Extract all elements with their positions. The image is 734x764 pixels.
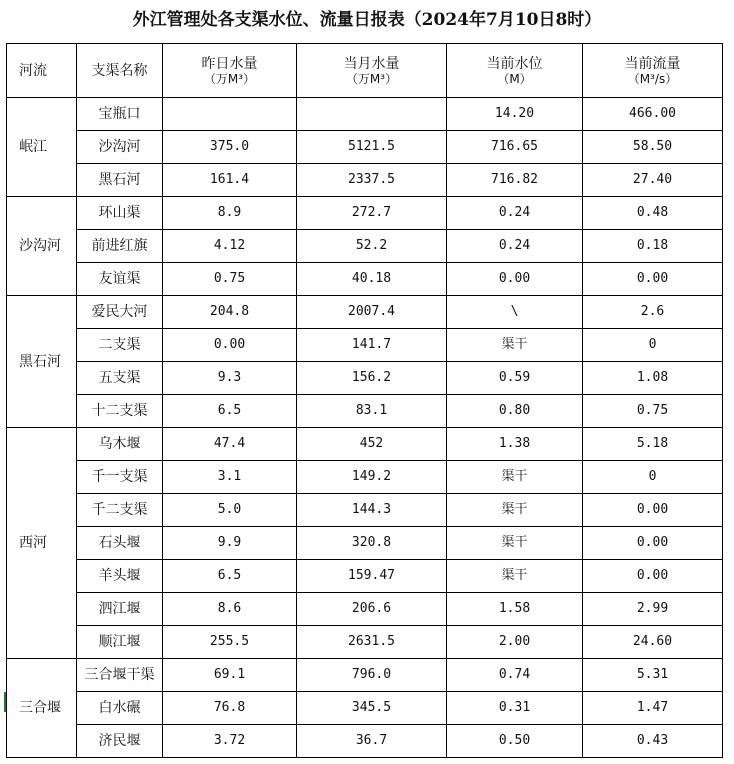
month-volume-cell[interactable]: 2007.4 [297,296,447,329]
water-level-cell[interactable]: 渠干 [447,560,583,593]
month-volume-cell[interactable]: 156.2 [297,362,447,395]
table-row [7,131,723,164]
branch-name-cell[interactable]: 环山渠 [77,197,163,230]
yesterday-volume-cell[interactable]: 161.4 [163,164,297,197]
table-row [7,461,723,494]
month-volume-cell[interactable]: 159.47 [297,560,447,593]
header-water-level[interactable] [447,44,583,98]
table-row [7,263,723,296]
table-row [7,362,723,395]
flow-cell[interactable]: 5.31 [583,659,723,692]
header-flow-unit: （M³/s） [627,71,678,86]
branch-name-cell[interactable]: 济民堰 [77,725,163,758]
yesterday-volume-cell[interactable]: 4.12 [163,230,297,263]
branch-name-cell[interactable]: 千二支渠 [77,494,163,527]
month-volume-cell[interactable]: 796.0 [297,659,447,692]
yesterday-volume-cell[interactable]: 9.9 [163,527,297,560]
row-selection-marker [4,692,6,712]
month-volume-cell[interactable]: 345.5 [297,692,447,725]
flow-cell[interactable]: 0.00 [583,494,723,527]
table-row [7,164,723,197]
month-volume-cell[interactable]: 272.7 [297,197,447,230]
water-level-cell[interactable]: 0.59 [447,362,583,395]
branch-name-cell[interactable]: 黑石河 [77,164,163,197]
branch-name-cell[interactable]: 五支渠 [77,362,163,395]
flow-cell[interactable]: 0.00 [583,560,723,593]
flow-cell[interactable]: 1.47 [583,692,723,725]
table-row [7,527,723,560]
water-level-cell[interactable]: 0.24 [447,197,583,230]
flow-cell[interactable]: 0.48 [583,197,723,230]
river-cell[interactable]: 三合堰 [7,659,77,758]
header-branch-name[interactable]: 支渠名称 [77,44,163,98]
water-level-cell[interactable]: 716.82 [447,164,583,197]
water-level-cell[interactable]: 0.80 [447,395,583,428]
flow-cell[interactable]: 0.43 [583,725,723,758]
flow-cell[interactable]: 0.75 [583,395,723,428]
yesterday-volume-cell[interactable]: 204.8 [163,296,297,329]
month-volume-cell[interactable]: 206.6 [297,593,447,626]
yesterday-volume-cell[interactable]: 8.6 [163,593,297,626]
yesterday-volume-cell[interactable]: 8.9 [163,197,297,230]
water-level-cell[interactable]: 1.38 [447,428,583,461]
table-row [7,494,723,527]
header-row [7,44,723,98]
table-row [7,230,723,263]
table-row [7,395,723,428]
yesterday-volume-cell[interactable]: 0.75 [163,263,297,296]
flow-cell[interactable]: 27.40 [583,164,723,197]
branch-name-cell[interactable]: 沙沟河 [77,131,163,164]
water-level-cell[interactable]: 0.00 [447,263,583,296]
branch-name-cell[interactable]: 二支渠 [77,329,163,362]
month-volume-cell[interactable]: 2631.5 [297,626,447,659]
water-level-cell[interactable]: 716.65 [447,131,583,164]
month-volume-cell[interactable]: 40.18 [297,263,447,296]
branch-name-cell[interactable]: 千一支渠 [77,461,163,494]
river-cell[interactable]: 黑石河 [7,296,77,428]
water-level-cell[interactable]: 渠干 [447,461,583,494]
yesterday-volume-cell[interactable]: 6.5 [163,395,297,428]
yesterday-volume-cell[interactable]: 6.5 [163,560,297,593]
branch-name-cell[interactable]: 宝瓶口 [77,98,163,131]
table-row [7,593,723,626]
yesterday-volume-cell[interactable]: 3.1 [163,461,297,494]
yesterday-volume-cell[interactable]: 3.72 [163,725,297,758]
flow-cell[interactable]: 0 [583,329,723,362]
water-level-cell[interactable]: \ [447,296,583,329]
report-table [6,43,723,758]
branch-name-cell[interactable]: 白水碾 [77,692,163,725]
water-level-cell[interactable]: 0.31 [447,692,583,725]
month-volume-cell[interactable]: 2337.5 [297,164,447,197]
branch-name-cell[interactable]: 前进红旗 [77,230,163,263]
river-cell[interactable]: 沙沟河 [7,197,77,296]
header-river[interactable]: 河流 [7,44,77,98]
yesterday-volume-cell[interactable]: 9.3 [163,362,297,395]
month-volume-cell[interactable]: 83.1 [297,395,447,428]
branch-name-cell[interactable]: 十二支渠 [77,395,163,428]
flow-cell[interactable]: 58.50 [583,131,723,164]
flow-cell[interactable]: 24.60 [583,626,723,659]
yesterday-volume-cell[interactable]: 0.00 [163,329,297,362]
month-volume-cell[interactable]: 141.7 [297,329,447,362]
branch-name-cell[interactable]: 爱民大河 [77,296,163,329]
header-month-unit: （万M³） [345,71,398,86]
yesterday-volume-cell[interactable]: 375.0 [163,131,297,164]
month-volume-cell[interactable]: 5121.5 [297,131,447,164]
month-volume-cell[interactable]: 149.2 [297,461,447,494]
water-level-cell[interactable]: 渠干 [447,494,583,527]
yesterday-volume-cell[interactable]: 47.4 [163,428,297,461]
branch-name-cell[interactable]: 三合堰干渠 [77,659,163,692]
table-row [7,659,723,692]
flow-cell[interactable]: 2.99 [583,593,723,626]
month-volume-cell[interactable]: 320.8 [297,527,447,560]
table-row [7,197,723,230]
header-flow[interactable] [583,44,723,98]
flow-cell[interactable]: 2.6 [583,296,723,329]
flow-cell[interactable]: 1.08 [583,362,723,395]
report-title: 外江管理处各支渠水位、流量日报表（2024年7月10日8时） [132,10,602,30]
branch-name-cell[interactable]: 乌木堰 [77,428,163,461]
table-row [7,725,723,758]
water-level-cell[interactable]: 0.74 [447,659,583,692]
table-row [7,428,723,461]
month-volume-cell[interactable]: 36.7 [297,725,447,758]
table-row [7,692,723,725]
river-cell[interactable]: 西河 [7,428,77,659]
branch-name-cell[interactable]: 友谊渠 [77,263,163,296]
yesterday-volume-cell[interactable]: 69.1 [163,659,297,692]
flow-cell[interactable]: 466.00 [583,98,723,131]
water-level-cell[interactable]: 渠干 [447,527,583,560]
flow-cell[interactable]: 0.00 [583,527,723,560]
month-volume-cell[interactable] [297,98,447,131]
month-volume-cell[interactable]: 144.3 [297,494,447,527]
water-level-cell[interactable]: 0.50 [447,725,583,758]
flow-cell[interactable]: 5.18 [583,428,723,461]
month-volume-cell[interactable]: 452 [297,428,447,461]
table-row [7,98,723,131]
header-level-unit: （M） [497,71,532,86]
header-yesterday-volume[interactable] [163,44,297,98]
yesterday-volume-cell[interactable] [163,98,297,131]
branch-name-cell[interactable]: 石头堰 [77,527,163,560]
header-month-volume[interactable] [297,44,447,98]
water-level-cell[interactable]: 0.24 [447,230,583,263]
header-flow-label: 当前流量 [624,55,681,72]
yesterday-volume-cell[interactable]: 5.0 [163,494,297,527]
flow-cell[interactable]: 0 [583,461,723,494]
header-yesterday-unit: （万M³） [203,71,256,86]
table-row [7,626,723,659]
header-yesterday-label: 昨日水量 [201,55,258,72]
branch-name-cell[interactable]: 顺江堰 [77,626,163,659]
water-level-cell[interactable]: 1.58 [447,593,583,626]
yesterday-volume-cell[interactable]: 255.5 [163,626,297,659]
water-level-cell[interactable]: 14.20 [447,98,583,131]
month-volume-cell[interactable]: 52.2 [297,230,447,263]
table-row [7,296,723,329]
table-row [7,329,723,362]
header-level-label: 当前水位 [486,55,543,72]
water-level-cell[interactable]: 2.00 [447,626,583,659]
header-month-label: 当月水量 [343,55,400,72]
flow-cell[interactable]: 0.18 [583,230,723,263]
water-level-cell[interactable]: 渠干 [447,329,583,362]
river-cell[interactable]: 岷江 [7,98,77,197]
flow-cell[interactable]: 0.00 [583,263,723,296]
yesterday-volume-cell[interactable]: 76.8 [163,692,297,725]
branch-name-cell[interactable]: 泗江堰 [77,593,163,626]
table-row [7,560,723,593]
branch-name-cell[interactable]: 羊头堰 [77,560,163,593]
